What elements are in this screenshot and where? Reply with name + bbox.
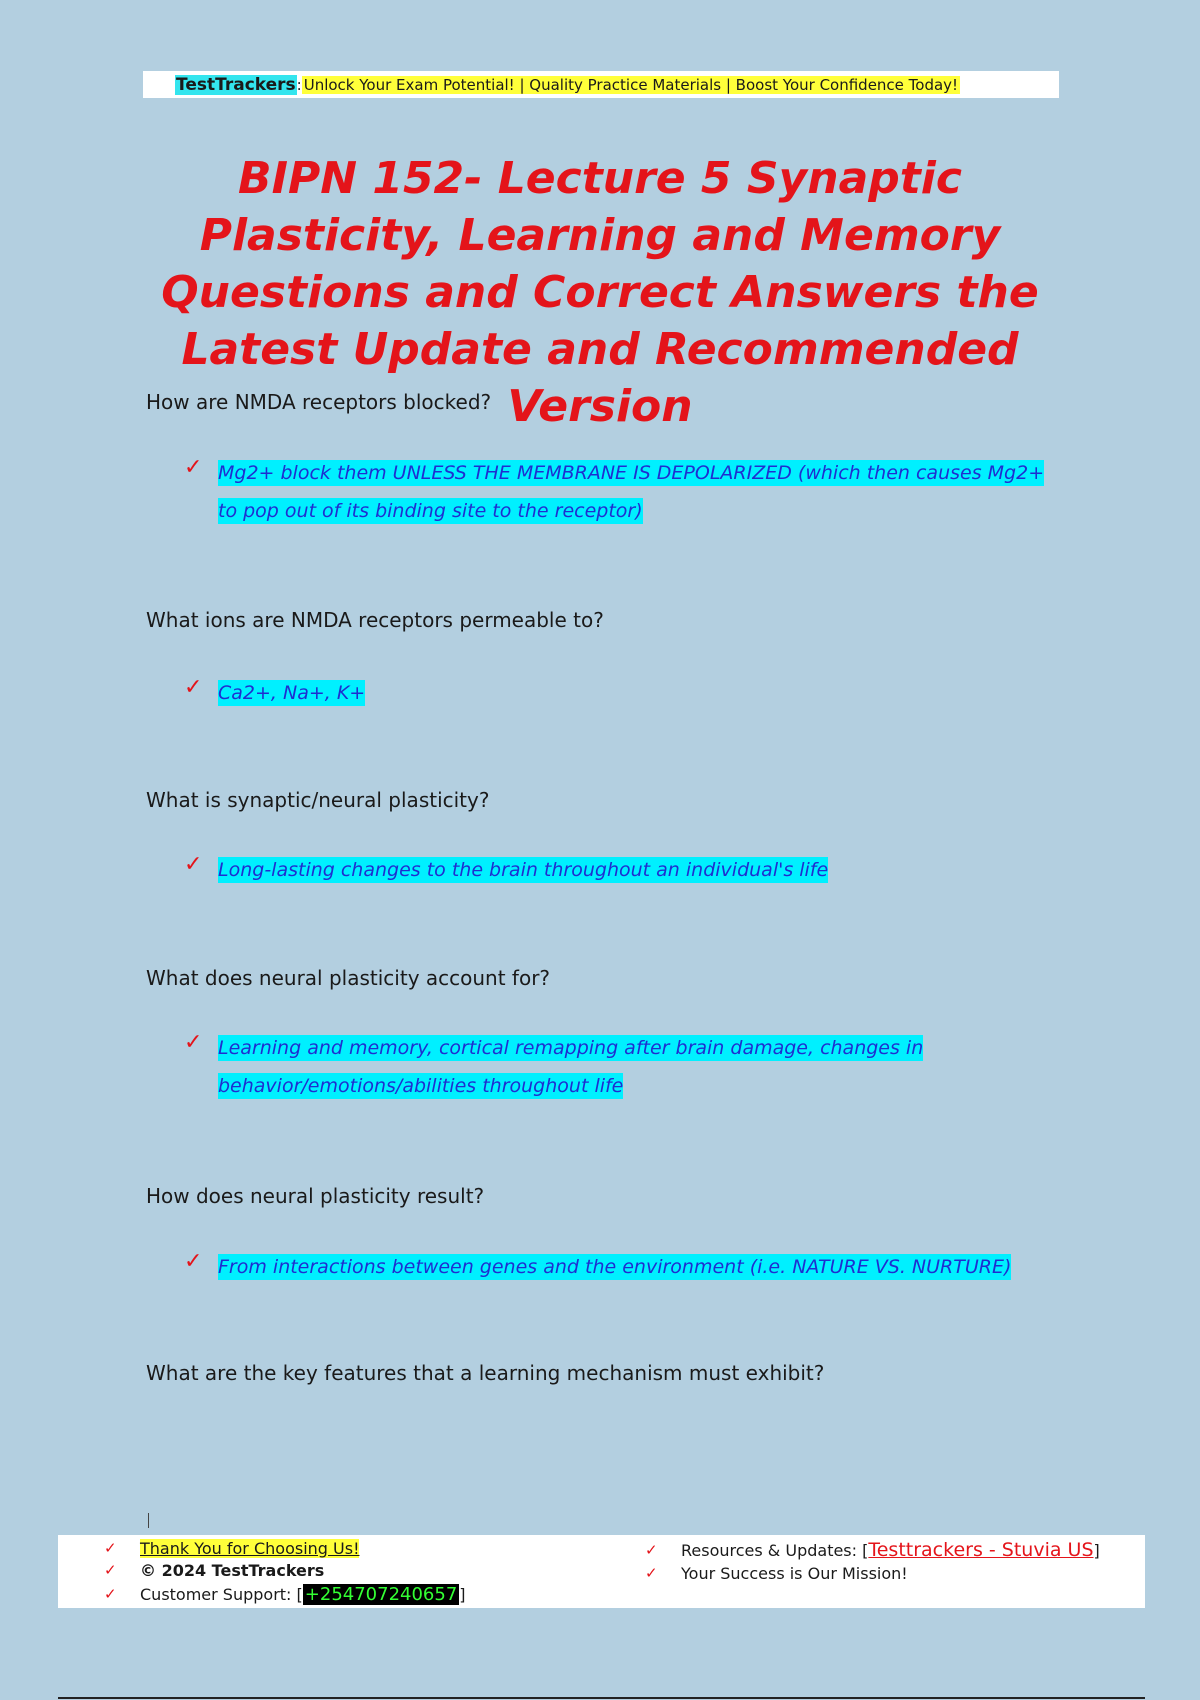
check-icon: ✓ xyxy=(184,852,203,877)
question-text: How does neural plasticity result? xyxy=(146,1184,485,1208)
answer-line: Ca2+, Na+, K+ xyxy=(218,682,366,704)
thank-you-text: Thank You for Choosing Us! xyxy=(140,1538,360,1558)
footer-copyright-line xyxy=(104,1559,324,1581)
footer-support-line xyxy=(104,1583,466,1605)
brand-name: TestTrackers xyxy=(176,74,296,95)
question-text: What ions are NMDA receptors permeable to? xyxy=(146,608,604,632)
answer-block xyxy=(184,1029,1078,1105)
check-icon: ✓ xyxy=(645,1564,658,1582)
check-icon: ✓ xyxy=(645,1541,658,1559)
brand-separator: : xyxy=(296,75,302,94)
check-icon: ✓ xyxy=(104,1585,117,1603)
text-cursor xyxy=(148,1513,149,1528)
support-label: Customer Support: [ xyxy=(140,1584,303,1604)
answer-line: to pop out of its binding site to the receptor) xyxy=(218,500,643,522)
answer-line: Mg2+ block them UNLESS THE MEMBRANE IS DEPOLARIZED (which then causes Mg2+ xyxy=(218,462,1045,484)
support-close: ] xyxy=(459,1584,466,1604)
answer-text xyxy=(218,1029,1078,1105)
question-text: How are NMDA receptors blocked? xyxy=(146,390,492,414)
header-banner xyxy=(143,71,1059,98)
answer-text xyxy=(218,851,1078,889)
footer-resources-line xyxy=(645,1539,1100,1561)
question-text: What does neural plasticity account for? xyxy=(146,966,551,990)
check-icon: ✓ xyxy=(184,455,203,480)
resources-close: ] xyxy=(1093,1540,1100,1560)
header-content xyxy=(175,73,960,96)
check-icon: ✓ xyxy=(184,1249,203,1274)
header-tagline: Unlock Your Exam Potential! | Quality Practice Materials | Boost Your Confidence Today! xyxy=(303,75,959,94)
document-title: BIPN 152- Lecture 5 Synaptic Plasticity, Learning and Memory Questions and Correct Answers the Latest Update and Recommended Version xyxy=(161,153,1039,432)
answer-line: Long-lasting changes to the brain throughout an individual's life xyxy=(218,859,829,881)
check-icon: ✓ xyxy=(184,675,203,700)
answer-text xyxy=(218,454,1078,530)
check-icon: ✓ xyxy=(104,1539,117,1557)
answer-block xyxy=(184,1248,1078,1286)
answer-line: behavior/emotions/abilities throughout life xyxy=(218,1075,624,1097)
answer-block xyxy=(184,674,1078,712)
answer-line: Learning and memory, cortical remapping after brain damage, changes in xyxy=(218,1037,924,1059)
question-text: What is synaptic/neural plasticity? xyxy=(146,788,490,812)
resources-link[interactable]: Testtrackers - Stuvia US xyxy=(868,1539,1094,1561)
mission-text: Your Success is Our Mission! xyxy=(681,1563,908,1583)
bottom-divider xyxy=(58,1697,1145,1699)
footer-box xyxy=(58,1535,1145,1608)
answer-text xyxy=(218,674,1078,712)
footer-mission-line xyxy=(645,1562,908,1584)
support-phone[interactable]: +254707240657 xyxy=(304,1583,458,1605)
answer-line: From interactions between genes and the environment (i.e. NATURE VS. NURTURE) xyxy=(218,1256,1012,1278)
question-text: What are the key features that a learning mechanism must exhibit? xyxy=(146,1361,825,1385)
answer-block xyxy=(184,454,1078,530)
check-icon: ✓ xyxy=(184,1030,203,1055)
footer-thank-you-line xyxy=(104,1537,359,1559)
check-icon: ✓ xyxy=(104,1561,117,1579)
resources-label: Resources & Updates: [ xyxy=(681,1540,869,1560)
copyright-text: © 2024 TestTrackers xyxy=(140,1560,325,1580)
answer-block xyxy=(184,851,1078,889)
answer-text xyxy=(218,1248,1078,1286)
